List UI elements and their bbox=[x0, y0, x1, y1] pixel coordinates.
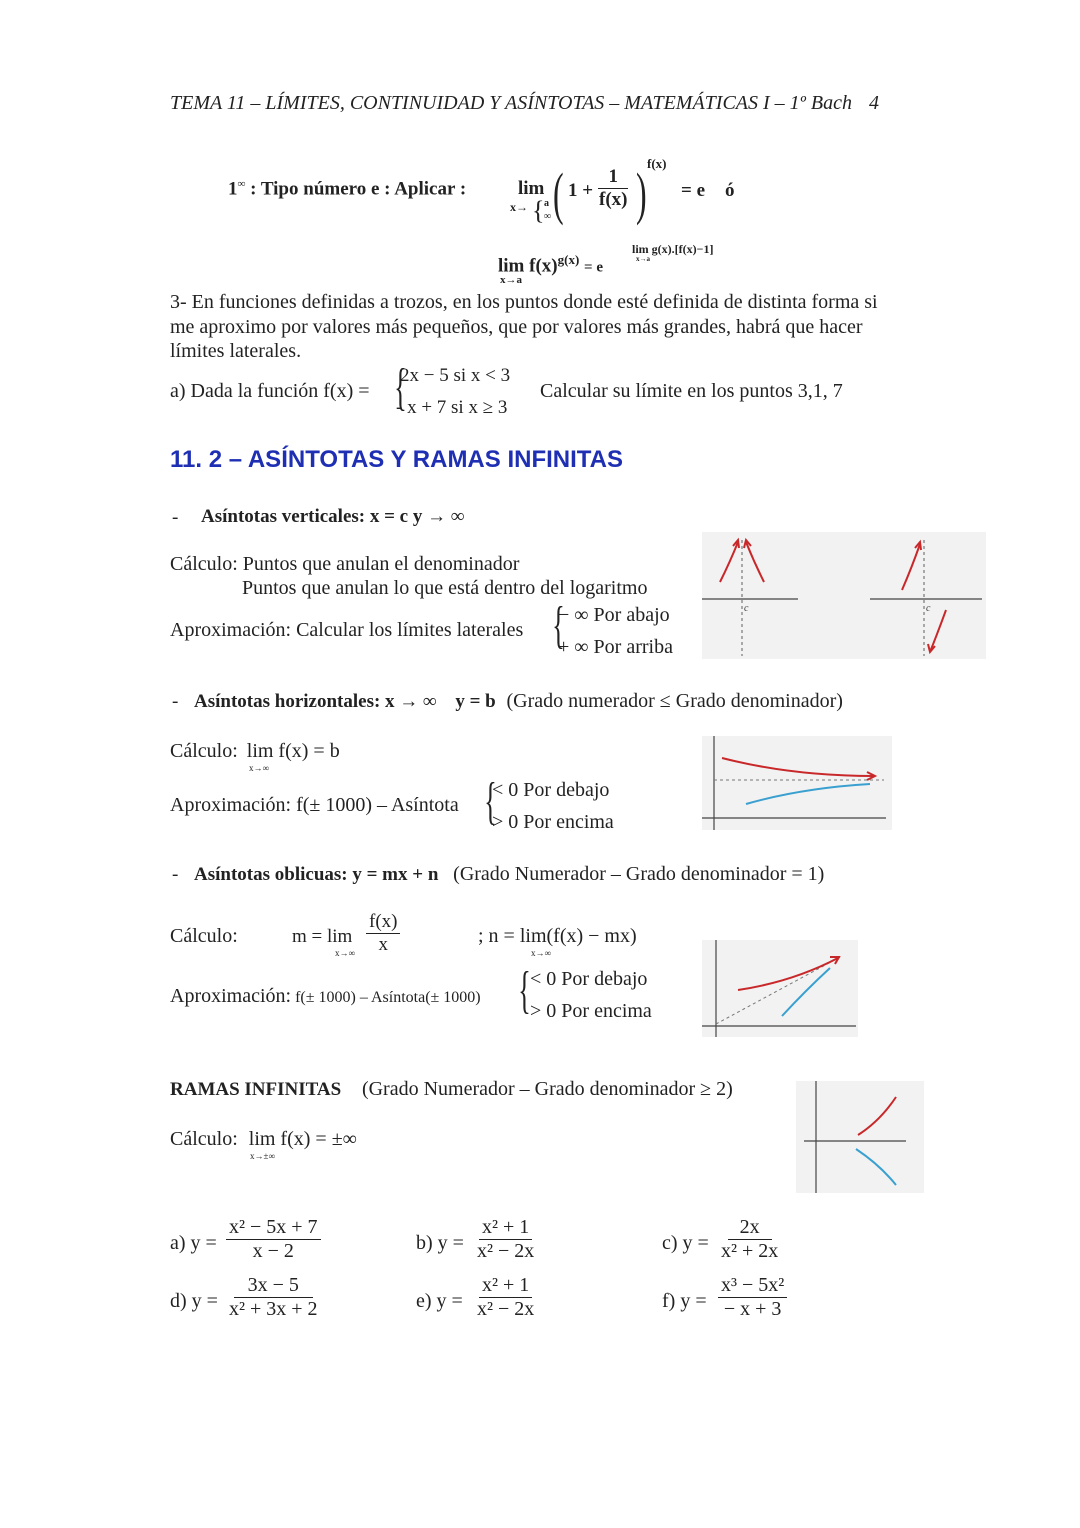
horizontal-brace: { bbox=[484, 773, 497, 830]
horizontal-title-row: Asíntotas horizontales: x → ∞ y = b (Grado numerador ≤ Grado denominador) bbox=[194, 690, 843, 712]
horizontal-approx: Aproximación: f(± 1000) – Asíntota bbox=[170, 794, 459, 816]
exercise-e-label: e) y = bbox=[416, 1290, 463, 1312]
one-plus: 1 + bbox=[568, 180, 594, 201]
horizontal-case2: > 0 Por encima bbox=[492, 811, 614, 833]
infinite-calc-sub: x→±∞ bbox=[250, 1151, 275, 1161]
e-type-exp: f(x) bbox=[647, 156, 667, 171]
e-type-result: = e bbox=[681, 180, 706, 201]
vertical-dash: - bbox=[172, 507, 179, 528]
vertical-fig-label-1: c bbox=[744, 603, 749, 614]
exercise-d-label: d) y = bbox=[170, 1290, 218, 1312]
e-type-sub-inf: ∞ bbox=[544, 211, 552, 222]
page-number: 4 bbox=[868, 92, 879, 114]
oblique-m-prefix: m = lim bbox=[292, 926, 353, 947]
vertical-approx: Aproximación: Calcular los límites laterales bbox=[170, 619, 524, 641]
vertical-fig-label-2: c bbox=[926, 603, 931, 614]
exercise-b-label: b) y = bbox=[416, 1232, 464, 1254]
e-type-lim: lim bbox=[518, 178, 545, 199]
vertical-title: Asíntotas verticales: x = c y → ∞ bbox=[201, 506, 465, 527]
formula2: $\lim f(x)^{g(x)} = e$ bbox=[498, 252, 604, 277]
oblique-dash: - bbox=[172, 864, 179, 885]
piecewise-case1: 2x − 5 si x < 3 bbox=[400, 365, 511, 386]
e-type-sub-a: a bbox=[544, 198, 549, 209]
exercise-a-frac: $\frac{\text{x² − 5x + 7}}{x - 2}$ bbox=[226, 1216, 321, 1263]
e-type-label: 1∞ : Tipo número e : Aplicar : bbox=[228, 178, 467, 200]
formula2-e-exp-sub: x→a bbox=[636, 255, 650, 263]
exercise-f-label: f) y = bbox=[662, 1290, 707, 1312]
vertical-calc-2: Puntos que anulan lo que está dentro del logaritmo bbox=[242, 577, 648, 599]
e-type-or: ó bbox=[725, 180, 735, 201]
infinite-branch-figure bbox=[796, 1081, 924, 1193]
paren-close: ) bbox=[636, 161, 647, 226]
piecewise-brace: { bbox=[394, 359, 407, 416]
exercise-d-frac: $\frac{3x - 5}{\text{x² + 3x + 2}}$ bbox=[229, 1274, 318, 1320]
formula2-e-exp: lim g(x).[f(x)−1] bbox=[632, 242, 714, 256]
exercise-f-frac: $\frac{\text{x³ − 5x²}}{- x + 3}$ bbox=[718, 1274, 787, 1321]
horizontal-case1: < 0 Por debajo bbox=[492, 779, 610, 801]
oblique-m-sub: x→∞ bbox=[335, 948, 355, 958]
vertical-case2: + ∞ Por arriba bbox=[558, 636, 673, 658]
vertical-case1: − ∞ Por abajo bbox=[558, 604, 670, 626]
oblique-title-row: Asíntotas oblicuas: y = mx + n (Grado Numerador – Grado denominador = 1) bbox=[194, 863, 825, 885]
piecewise-case2: - x + 7 si x ≥ 3 bbox=[396, 397, 508, 418]
vertical-asymptote-figure bbox=[702, 532, 986, 659]
oblique-case1: < 0 Por debajo bbox=[530, 968, 648, 990]
horizontal-asymptote-figure bbox=[702, 736, 892, 830]
oblique-asymptote-figure bbox=[702, 940, 858, 1037]
oblique-calc: Cálculo: bbox=[170, 925, 238, 947]
exercise-c-frac: $\frac{2x}{\text{x² + 2x}}$ bbox=[721, 1216, 779, 1262]
horizontal-calc-sub: x→∞ bbox=[249, 763, 269, 773]
piecewise-example-prefix: a) Dada la función f(x) = bbox=[170, 380, 370, 402]
e-type-sub-brace: { bbox=[532, 196, 545, 225]
horizontal-calc: Cálculo: lim f(x) = b bbox=[170, 740, 340, 762]
infinite-title-row: RAMAS INFINITAS (Grado Numerador – Grado denominador ≥ 2) bbox=[170, 1078, 733, 1100]
e-type-frac: $\frac{1}{f(x)}$ bbox=[599, 166, 628, 210]
oblique-m-frac: $\frac{f(x)}{x}$ bbox=[366, 911, 400, 956]
paren-open: ( bbox=[553, 161, 564, 226]
exercise-e-frac: $\frac{\text{x² + 1}}{\text{x² − 2x}}$ bbox=[477, 1274, 535, 1320]
infinite-calc: Cálculo: lim f(x) = ±∞ bbox=[170, 1128, 357, 1150]
exercise-a-label: a) y = bbox=[170, 1232, 217, 1254]
piecewise-text: 3- En funciones definidas a trozos, en los puntos donde esté definida de distinta forma si me aproximo por valores más pequeños, que por valores más grandes, habrá que hacer límites laterales. bbox=[170, 291, 878, 362]
page-header bbox=[170, 92, 879, 115]
section-title: 11. 2 – ASÍNTOTAS Y RAMAS INFINITAS bbox=[170, 446, 623, 473]
header-title: TEMA 11 – LÍMITES, CONTINUIDAD Y ASÍNTOTAS – MATEMÁTICAS I – 1º Bach bbox=[170, 92, 852, 114]
e-type-lim-sub: x→ bbox=[510, 200, 528, 214]
formula2-sub: x→a bbox=[500, 274, 522, 286]
exercise-c-label: c) y = bbox=[662, 1232, 709, 1254]
vertical-calc: Cálculo: Puntos que anulan el denominador bbox=[170, 553, 520, 575]
vertical-brace: { bbox=[552, 597, 565, 654]
piecewise-example-suffix: Calcular su límite en los puntos 3,1, 7 bbox=[540, 380, 843, 402]
oblique-brace: { bbox=[518, 962, 531, 1019]
exercise-b-frac: $\frac{\text{x² + 1}}{\text{x² − 2x}}$ bbox=[477, 1216, 535, 1262]
horizontal-dash: - bbox=[172, 691, 179, 712]
oblique-n-sub: x→∞ bbox=[531, 948, 551, 958]
oblique-n-formula: ; n = lim(f(x) − mx) bbox=[478, 925, 637, 947]
oblique-case2: > 0 Por encima bbox=[530, 1000, 652, 1022]
oblique-approx: Aproximación: f(± 1000) – Asíntota(± 1000) bbox=[170, 985, 481, 1007]
